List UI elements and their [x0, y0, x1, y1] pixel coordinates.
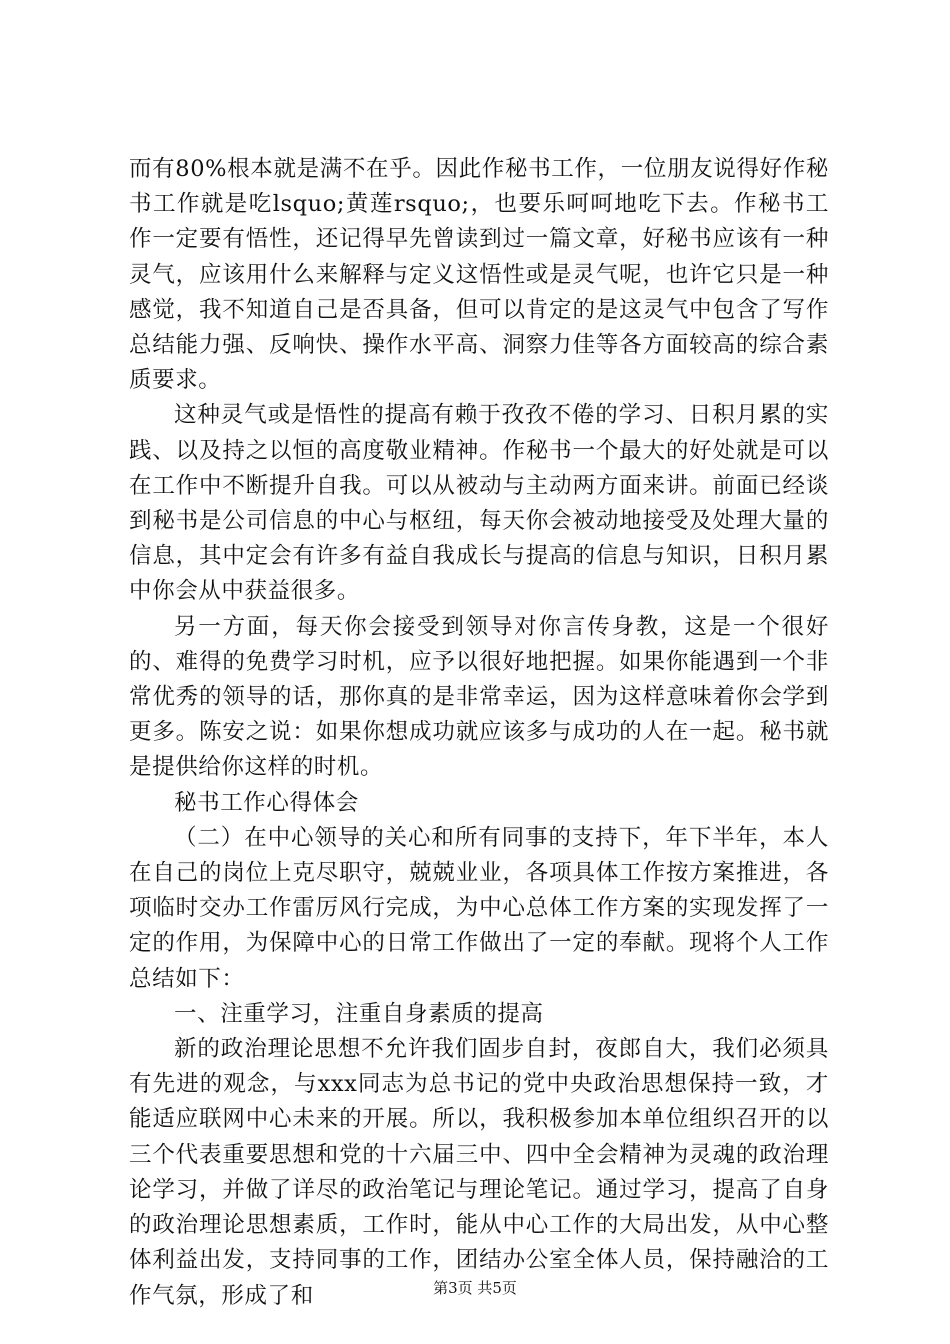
- paragraph-5: 新的政治理论思想不允许我们固步自封，夜郎自大，我们必须具有先进的观念，与xxx同志为总书记的党中央政治思想保持一致，才能适应联网中心未来的开展。所以，我积极参加本单位组织召开的以三个代表重要思想和党的十六届三中、四中全会精神为灵魂的政治理论学习，并做了详尽的政治笔记与理论笔记。通过学习，提高了自身的政治理论思想素质，工作时，能从中心工作的大局出发，从中心整体利益出发，支持同事的工作，团结办公室全体人员，保持融洽的工作气氛，形成了和: [129, 1036, 829, 1309]
- paragraph-3: 另一方面，每天你会接受到领导对你言传身教，这是一个很好的、难得的免费学习时机，应予以很好地把握。如果你能遇到一个非常优秀的领导的话，那你真的是非常幸运，因为这样意味着你会学到更多。陈安之说：如果你想成功就应该多与成功的人在一起。秘书就是提供给你这样的时机。: [129, 613, 829, 781]
- document-body: [129, 152, 829, 1314]
- subheading: 一、注重学习，注重自身素质的提高: [174, 1000, 544, 1027]
- paragraph-1: 而有80%根本就是满不在乎。因此作秘书工作，一位朋友说得好作秘书工作就是吃lsquo;黄莲rsquo;，也要乐呵呵地吃下去。作秘书工作一定要有悟性，还记得早先曾读到过一篇文章，好秘书应该有一种灵气，应该用什么来解释与定义这悟性或是灵气呢，也许它只是一种感觉，我不知道自己是否具备，但可以肯定的是这灵气中包含了写作总结能力强、反响快、操作水平高、洞察力佳等各方面较高的综合素质要求。: [129, 156, 829, 394]
- paragraph-4: （二）在中心领导的关心和所有同事的支持下，年下半年，本人在自己的岗位上克尽职守，兢兢业业，各项具体工作按方案推进，各项临时交办工作雷厉风行完成，为中心总体工作方案的实现发挥了一定的作用，为保障中心的日常工作做出了一定的奉献。现将个人工作总结如下：: [129, 824, 829, 992]
- section-title: 秘书工作心得体会: [174, 789, 359, 816]
- paragraph-2: 这种灵气或是悟性的提高有赖于孜孜不倦的学习、日积月累的实践、以及持之以恒的高度敬业精神。作秘书一个最大的好处就是可以在工作中不断提升自我。可以从被动与主动两方面来讲。前面已经谈到秘书是公司信息的中心与枢纽，每天你会被动地接受及处理大量的信息，其中定会有许多有益自我成长与提高的信息与知识，日积月累中你会从中获益很多。: [129, 402, 829, 605]
- page-number-footer: 第3页 共5页: [433, 1279, 517, 1297]
